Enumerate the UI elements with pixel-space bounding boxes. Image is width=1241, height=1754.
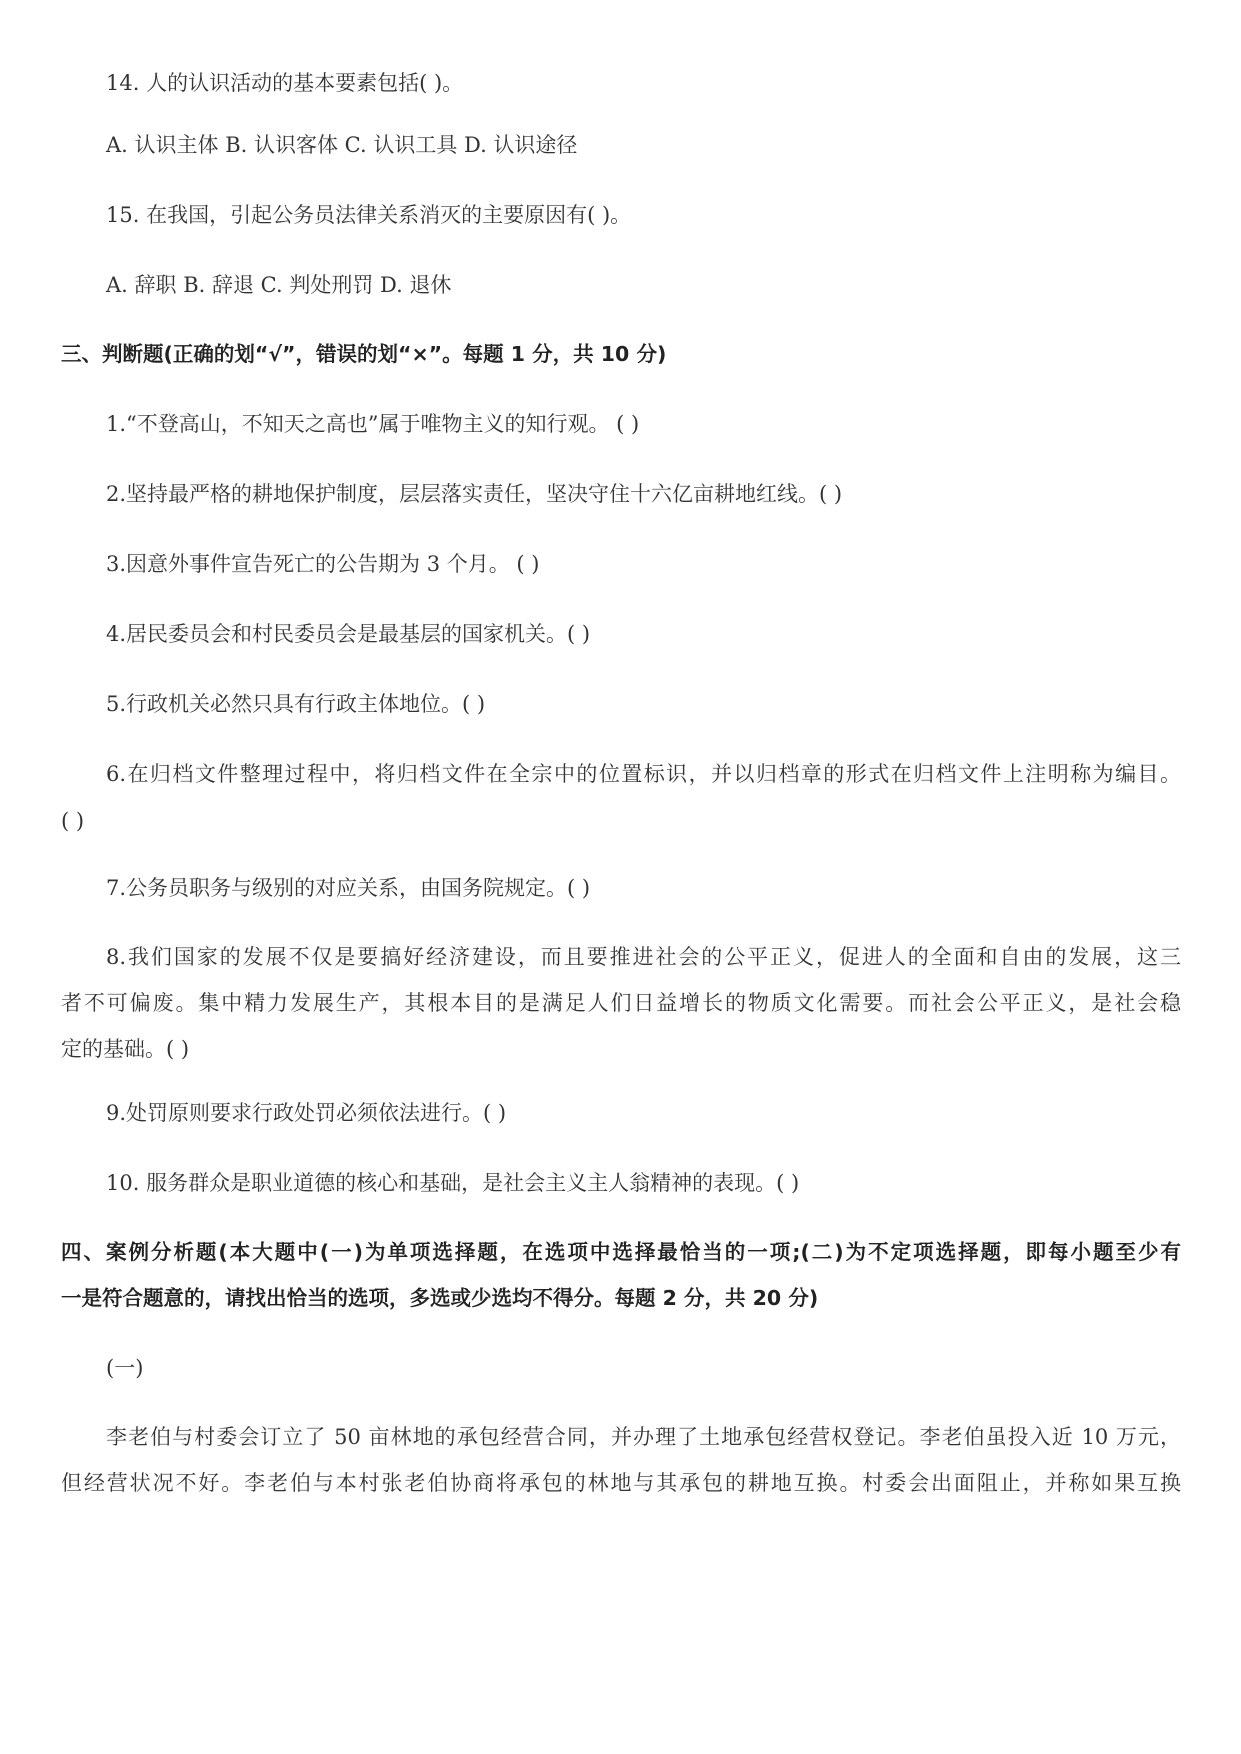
- question-14-options: A. 认识主体 B. 认识客体 C. 认识工具 D. 认识途径: [106, 133, 578, 157]
- judgment-item-8-line-1: 8.我们国家的发展不仅是要搞好经济建设，而且要推进社会的公平正义，促进人的全面和自由的发展，这三: [106, 945, 1181, 969]
- section-4-heading-line-1: 四、案例分析题(本大题中(一)为单项选择题，在选项中选择最恰当的一项;(二)为不定项选择题，即每小题至少有: [61, 1240, 1181, 1264]
- judgment-item-10: 10. 服务群众是职业道德的核心和基础，是社会主义主人翁精神的表现。( ): [106, 1171, 800, 1195]
- question-15-stem: 15. 在我国，引起公务员法律关系消灭的主要原因有( )。: [106, 203, 632, 227]
- section-3-heading: 三、判断题(正确的划“√”，错误的划“×”。每题 1 分，共 10 分): [61, 342, 667, 366]
- judgment-item-6-line-2: ( ): [61, 809, 85, 833]
- judgment-item-2: 2.坚持最严格的耕地保护制度，层层落实责任，坚决守住十六亿亩耕地红线。( ): [106, 482, 843, 506]
- case-text-line-2: 但经营状况不好。李老伯与本村张老伯协商将承包的林地与其承包的耕地互换。村委会出面阻止，并称如果互换: [61, 1471, 1181, 1495]
- question-14-stem: 14. 人的认识活动的基本要素包括( )。: [106, 71, 464, 95]
- case-part-label: (一): [106, 1356, 144, 1380]
- judgment-item-3: 3.因意外事件宣告死亡的公告期为 3 个月。 ( ): [106, 552, 540, 576]
- judgment-item-1: 1.“不登高山，不知天之高也”属于唯物主义的知行观。 ( ): [106, 412, 640, 436]
- section-4-heading-line-2: 一是符合题意的，请找出恰当的选项，多选或少选均不得分。每题 2 分，共 20 分): [61, 1286, 819, 1310]
- question-15-options: A. 辞职 B. 辞退 C. 判处刑罚 D. 退休: [106, 273, 452, 297]
- judgment-item-8-line-2: 者不可偏废。集中精力发展生产，其根本目的是满足人们日益增长的物质文化需要。而社会公平正义，是社会稳: [61, 991, 1181, 1015]
- judgment-item-5: 5.行政机关必然只具有行政主体地位。( ): [106, 692, 486, 716]
- case-text-line-1: 李老伯与村委会订立了 50 亩林地的承包经营合同，并办理了土地承包经营权登记。李老伯虽投入近 10 万元，: [106, 1425, 1181, 1449]
- judgment-item-6-line-1: 6.在归档文件整理过程中，将归档文件在全宗中的位置标识，并以归档章的形式在归档文件上注明称为编目。: [106, 762, 1181, 786]
- judgment-item-7: 7.公务员职务与级别的对应关系，由国务院规定。( ): [106, 876, 591, 900]
- judgment-item-9: 9.处罚原则要求行政处罚必须依法进行。( ): [106, 1101, 507, 1125]
- judgment-item-8-line-3: 定的基础。( ): [61, 1037, 190, 1061]
- judgment-item-4: 4.居民委员会和村民委员会是最基层的国家机关。( ): [106, 622, 591, 646]
